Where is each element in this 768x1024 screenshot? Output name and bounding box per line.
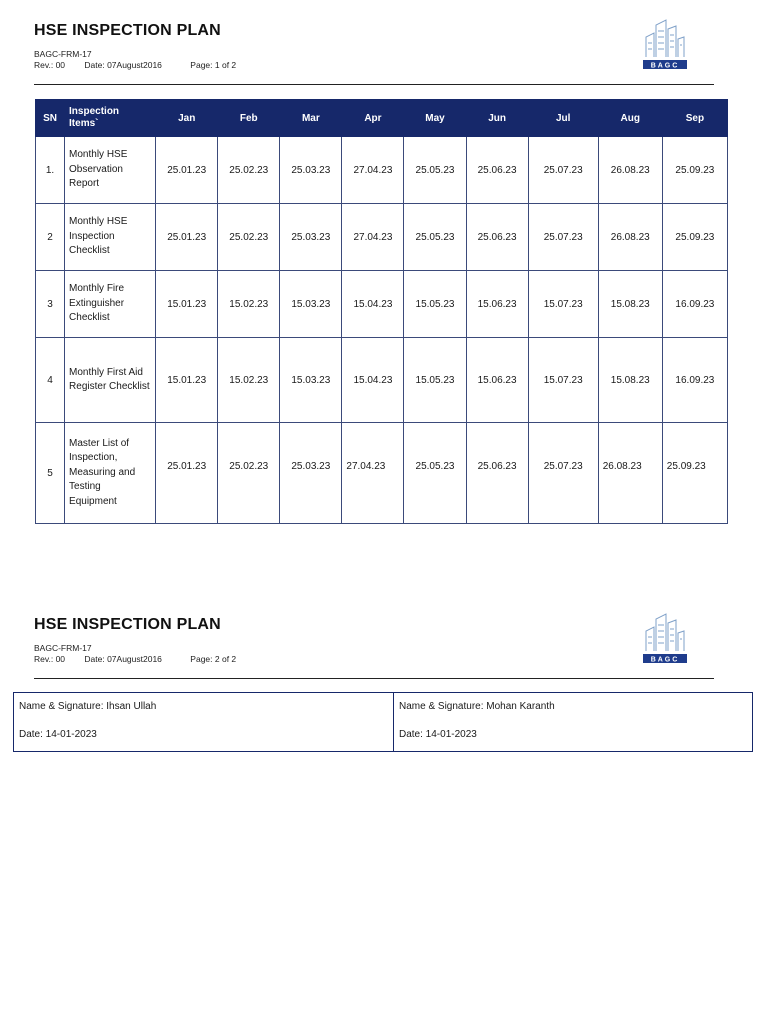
signature-name: Name & Signature: Ihsan Ullah [19,701,157,712]
row-sn: 1. [36,137,65,204]
column-header-sn: SN [36,100,65,137]
date-cell: 15.06.23 [466,271,528,338]
signature-date: Date: 14-01-2023 [399,729,477,740]
row-sn: 3 [36,271,65,338]
signature-date: Date: 14-01-2023 [19,729,97,740]
date-cell: 15.06.23 [466,338,528,423]
column-header-mar: Mar [280,100,342,137]
date-cell: 15.08.23 [598,271,662,338]
column-header-feb: Feb [218,100,280,137]
date-cell: 25.07.23 [528,204,598,271]
header-divider [34,678,714,679]
date-cell: 15.02.23 [218,271,280,338]
signature-block-right [394,693,753,752]
date-cell: 25.05.23 [404,204,466,271]
date-cell: 25.06.23 [466,137,528,204]
date-cell: 25.01.23 [156,204,218,271]
svg-text:BAGC: BAGC [650,656,680,664]
column-header-jan: Jan [156,100,218,137]
date-cell: 25.03.23 [280,204,342,271]
date-cell: 15.07.23 [528,271,598,338]
date-cell: 25.01.23 [156,137,218,204]
column-header-aug: Aug [598,100,662,137]
table-row [36,423,728,524]
date-cell: 25.02.23 [218,423,280,524]
date-cell: 15.07.23 [528,338,598,423]
date-cell: 25.07.23 [528,423,598,524]
date-cell: 15.05.23 [404,338,466,423]
column-header-items: Inspection Items` [65,100,156,137]
signature-block-left [14,693,394,752]
revision: Rev.: 00 [34,654,66,664]
date-cell: 25.05.23 [404,423,466,524]
column-header-sep: Sep [662,100,727,137]
bagc-logo [640,611,690,665]
row-sn: 4 [36,338,65,423]
date-cell: 25.01.23 [156,423,218,524]
date-cell: 25.09.23 [662,204,727,271]
document-title: HSE INSPECTION PLAN [34,22,221,39]
inspection-plan-table [35,99,728,524]
table-header-row [36,100,728,137]
row-item: Master List of Inspection, Measuring and Testing Equipment [65,423,156,524]
form-code: BAGC-FRM-17 [34,49,92,59]
date-cell: 16.09.23 [662,271,727,338]
revision: Rev.: 00 [34,60,66,70]
form-code: BAGC-FRM-17 [34,643,92,653]
table-row [36,271,728,338]
svg-text:BAGC: BAGC [650,62,680,70]
table-row [36,338,728,423]
date-cell: 25.02.23 [218,137,280,204]
revision-date: Date: 07August2016 [84,60,162,70]
date-cell: 27.04.23 [342,204,404,271]
date-cell: 25.09.23 [662,423,727,524]
table-row [36,204,728,271]
date-cell: 25.03.23 [280,423,342,524]
date-cell: 27.04.23 [342,423,404,524]
column-header-apr: Apr [342,100,404,137]
page-number: Page: 1 of 2 [190,60,237,70]
date-cell: 25.07.23 [528,137,598,204]
signature-name: Name & Signature: Mohan Karanth [399,701,555,712]
date-cell: 25.06.23 [466,204,528,271]
row-item: Monthly HSE Inspection Checklist [65,204,156,271]
row-sn: 5 [36,423,65,524]
date-cell: 25.05.23 [404,137,466,204]
row-sn: 2 [36,204,65,271]
date-cell: 15.04.23 [342,338,404,423]
page-number: Page: 2 of 2 [190,654,237,664]
revision-line [34,60,236,70]
column-header-jul: Jul [528,100,598,137]
revision-date: Date: 07August2016 [84,654,162,664]
date-cell: 15.03.23 [280,271,342,338]
date-cell: 15.05.23 [404,271,466,338]
document-title: HSE INSPECTION PLAN [34,616,221,633]
signature-row [14,693,753,752]
header-divider [34,84,714,85]
date-cell: 15.03.23 [280,338,342,423]
date-cell: 15.08.23 [598,338,662,423]
date-cell: 15.01.23 [156,271,218,338]
date-cell: 25.09.23 [662,137,727,204]
date-cell: 25.02.23 [218,204,280,271]
date-cell: 15.04.23 [342,271,404,338]
column-header-may: May [404,100,466,137]
row-item: Monthly Fire Extinguisher Checklist [65,271,156,338]
column-header-jun: Jun [466,100,528,137]
date-cell: 25.06.23 [466,423,528,524]
date-cell: 16.09.23 [662,338,727,423]
date-cell: 26.08.23 [598,423,662,524]
row-item: Monthly HSE Observation Report [65,137,156,204]
bagc-logo [640,17,690,71]
date-cell: 27.04.23 [342,137,404,204]
row-item: Monthly First Aid Register Checklist [65,338,156,423]
date-cell: 15.02.23 [218,338,280,423]
date-cell: 15.01.23 [156,338,218,423]
date-cell: 26.08.23 [598,137,662,204]
date-cell: 26.08.23 [598,204,662,271]
revision-line [34,654,236,664]
date-cell: 25.03.23 [280,137,342,204]
signature-table [13,692,753,752]
table-row [36,137,728,204]
